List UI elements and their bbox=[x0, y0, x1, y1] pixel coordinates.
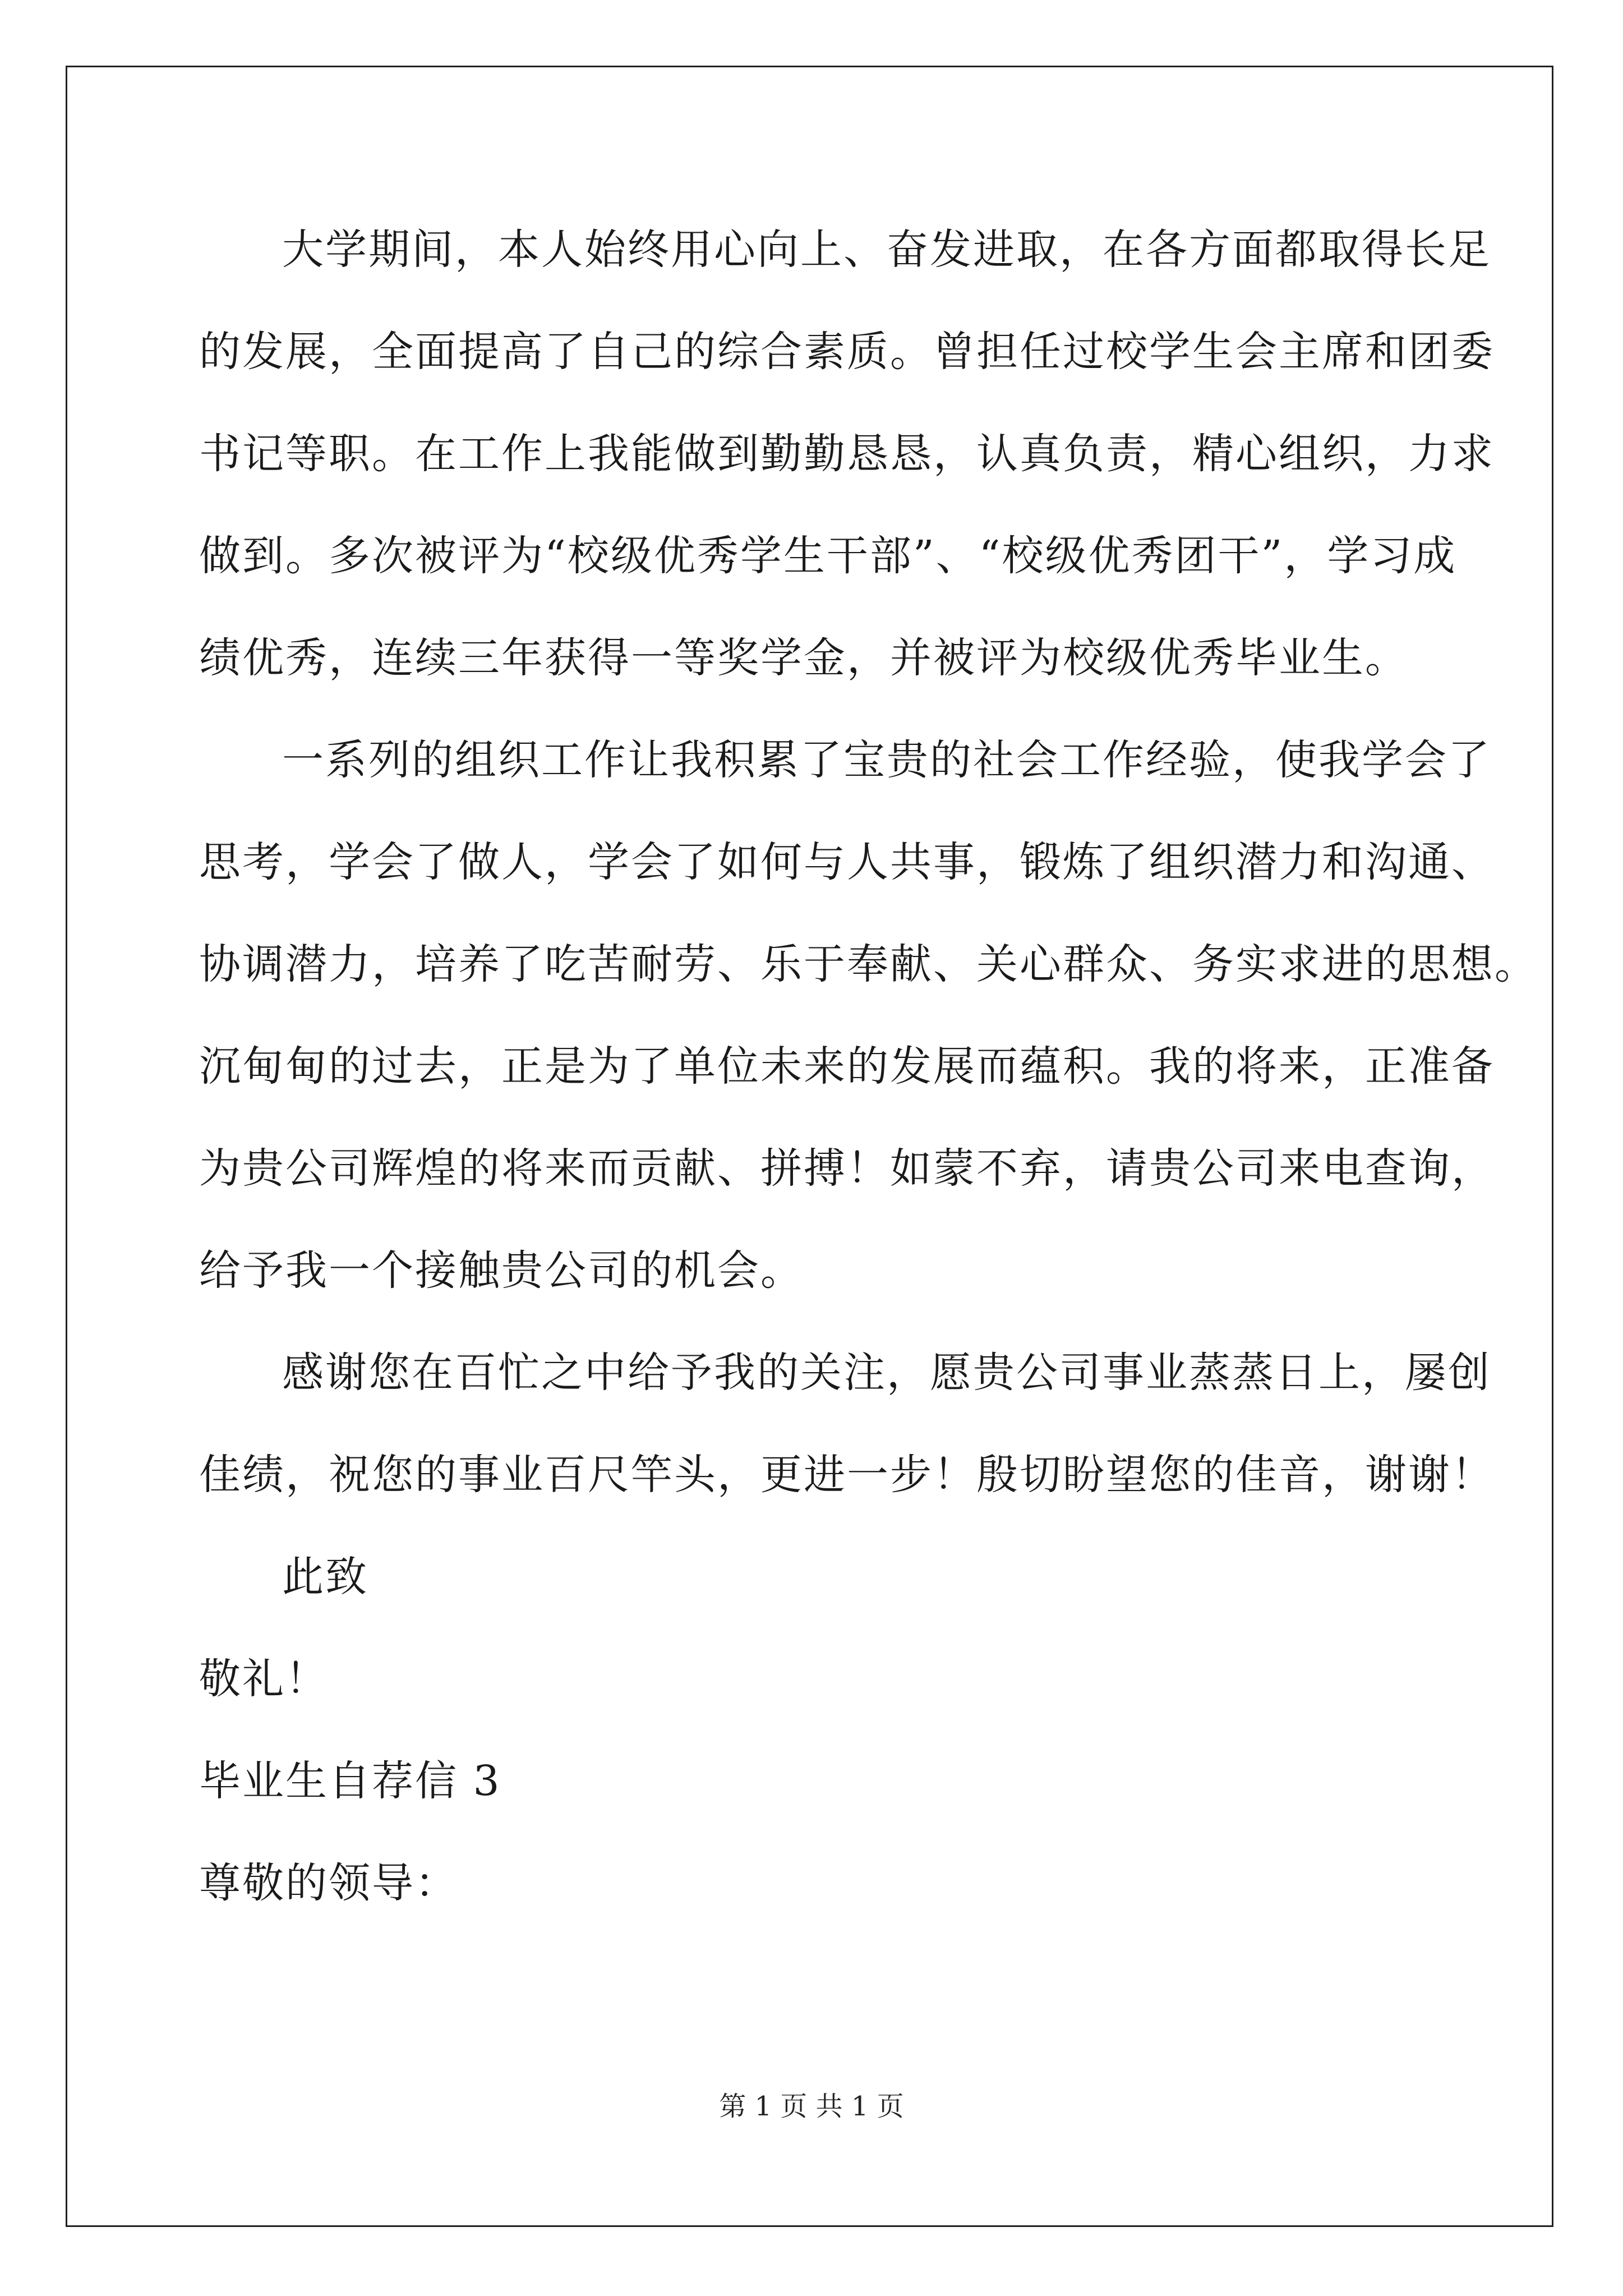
page-footer: 第 1 页 共 1 页 bbox=[719, 2091, 904, 2122]
closing-regards: 敬礼！ bbox=[199, 1655, 329, 1703]
paragraph-line: 沉甸甸的过去，正是为了单位未来的发展而蕴积。我的将来，正准备 bbox=[199, 1042, 1495, 1091]
paragraph-line: 感谢您在百忙之中给予我的关注，愿贵公司事业蒸蒸日上，屡创 bbox=[282, 1349, 1491, 1397]
document-body bbox=[199, 216, 1538, 1952]
paragraph-line: 绩优秀，连续三年获得一等奖学金，并被评为校级优秀毕业生。 bbox=[199, 634, 1408, 682]
paragraph-line: 佳绩，祝您的事业百尺竿头，更进一步！殷切盼望您的佳音，谢谢！ bbox=[199, 1451, 1495, 1499]
paragraph-line: 书记等职。在工作上我能做到勤勤恳恳，认真负责，精心组织，力求 bbox=[199, 430, 1495, 478]
paragraph-line: 为贵公司辉煌的将来而贡献、拼搏！如蒙不弃，请贵公司来电查询， bbox=[199, 1144, 1495, 1193]
section-heading: 毕业生自荐信 3 bbox=[199, 1757, 501, 1805]
paragraph-line: 的发展，全面提高了自己的综合素质。曾担任过校学生会主席和团委 bbox=[199, 328, 1495, 376]
paragraph-line: 思考，学会了做人，学会了如何与人共事，锻炼了组织潜力和沟通、 bbox=[199, 838, 1495, 886]
paragraph-line: 给予我一个接触贵公司的机会。 bbox=[199, 1246, 804, 1295]
closing-salutation: 此致 bbox=[282, 1553, 368, 1601]
paragraph-line: 协调潜力，培养了吃苦耐劳、乐于奉献、关心群众、务实求进的思想。 bbox=[199, 940, 1538, 988]
paragraph-line: 大学期间，本人始终用心向上、奋发进取，在各方面都取得长足 bbox=[282, 226, 1491, 274]
paragraph-line: 做到。多次被评为“校级优秀学生干部”、“校级优秀团干”，学习成 bbox=[199, 532, 1457, 580]
paragraph-line: 一系列的组织工作让我积累了宝贵的社会工作经验，使我学会了 bbox=[282, 736, 1491, 784]
greeting: 尊敬的领导： bbox=[199, 1859, 458, 1907]
